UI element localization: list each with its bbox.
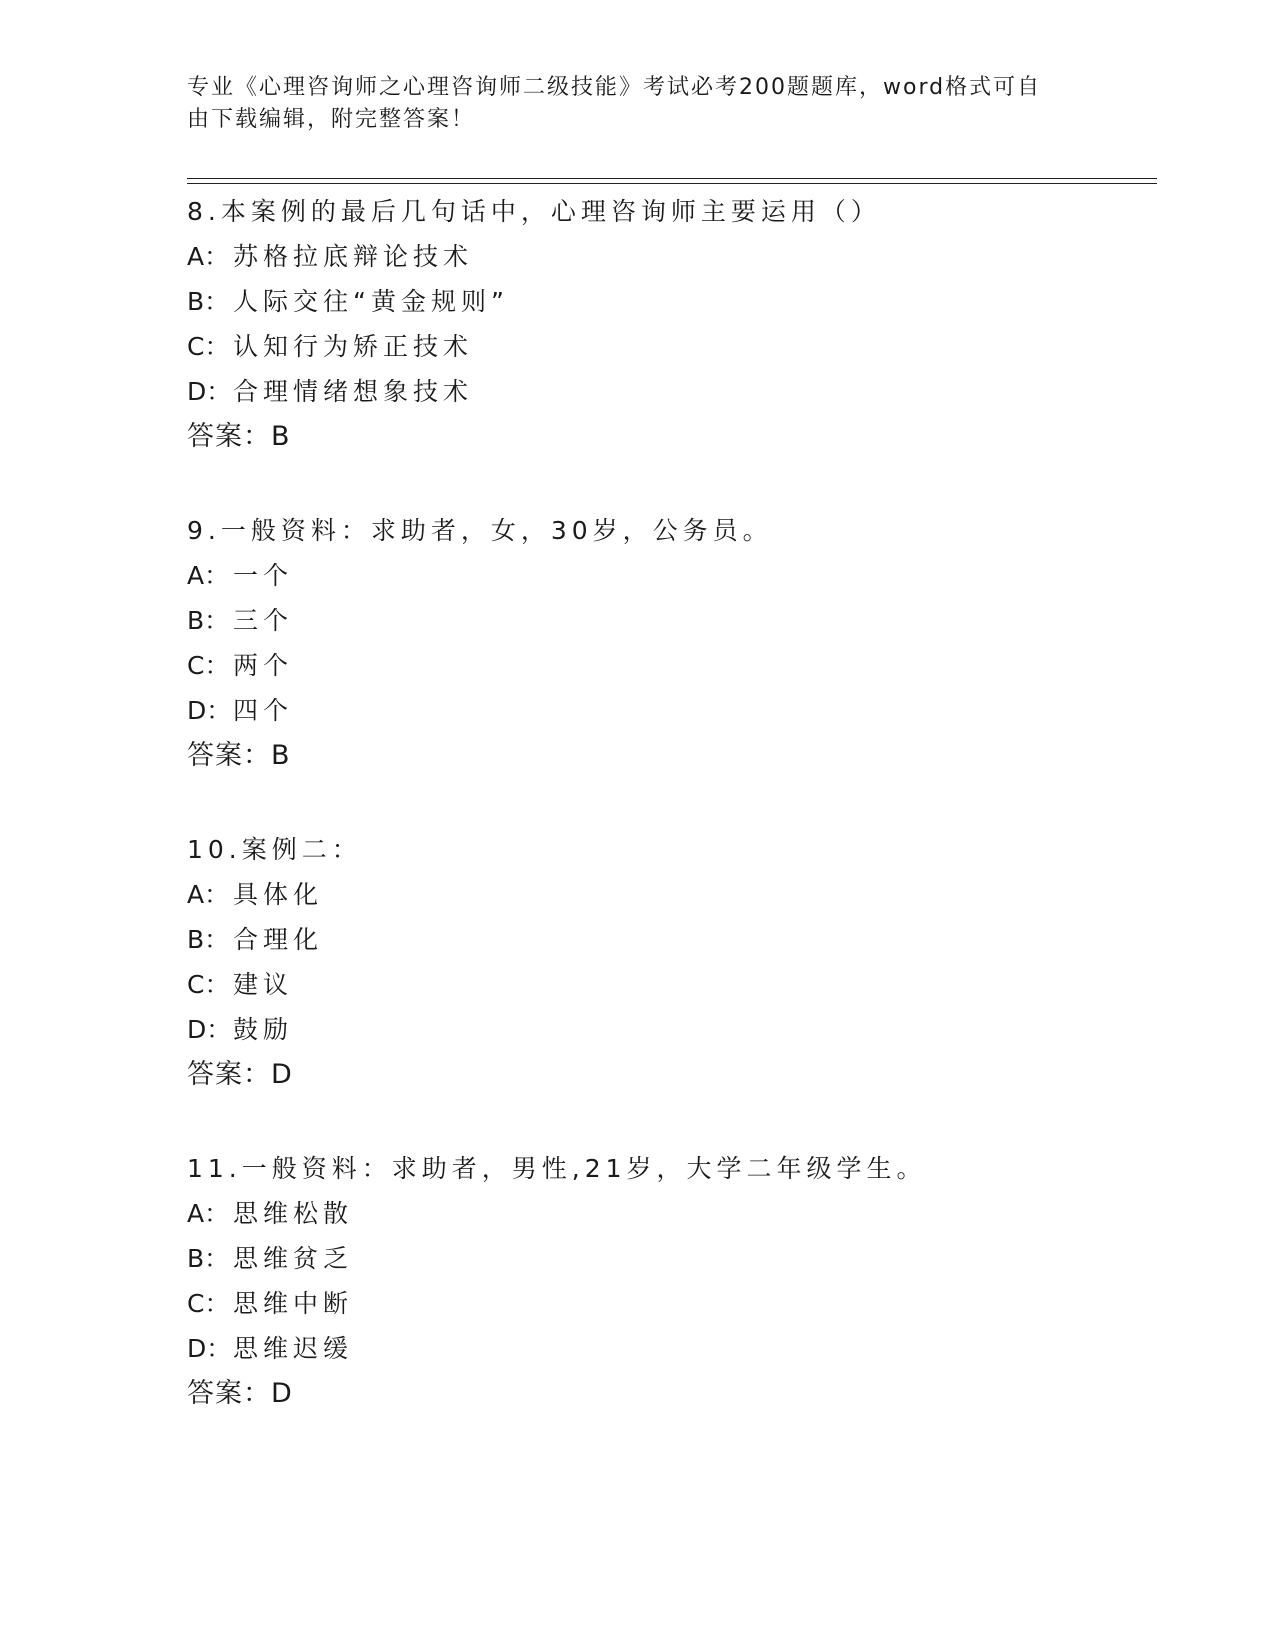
option-d: [187, 369, 1147, 414]
option-c: [187, 1281, 1147, 1326]
option-b: [187, 917, 1147, 962]
option-a: [187, 1191, 1147, 1236]
option-text: 一个: [233, 561, 294, 590]
question-block: [187, 189, 1147, 459]
option-a: [187, 553, 1147, 598]
option-text: 三个: [233, 606, 294, 635]
option-key: B：: [187, 287, 230, 316]
option-text: 建议: [233, 970, 294, 999]
option-key: D：: [187, 1015, 232, 1044]
option-key: C：: [187, 332, 230, 361]
option-c: [187, 962, 1147, 1007]
header-divider-bottom: [187, 183, 1157, 184]
option-b: [187, 1236, 1147, 1281]
question-block: [187, 508, 1147, 778]
option-text: 思维中断: [233, 1289, 354, 1318]
option-key: A：: [187, 880, 230, 909]
option-key: C：: [187, 1289, 230, 1318]
option-text: 四个: [233, 696, 294, 725]
option-b: [187, 279, 1147, 324]
option-text: 合理化: [233, 925, 324, 954]
option-key: B：: [187, 606, 230, 635]
option-key: B：: [187, 1244, 230, 1273]
option-text: 苏格拉底辩论技术: [233, 242, 474, 271]
option-key: D：: [187, 377, 232, 406]
answer-line: 答案：D: [187, 1059, 293, 1090]
option-text: 思维迟缓: [233, 1334, 354, 1363]
option-d: [187, 1326, 1147, 1371]
option-key: A：: [187, 561, 230, 590]
option-text: 认知行为矫正技术: [233, 332, 474, 361]
option-key: D：: [187, 1334, 232, 1363]
option-c: [187, 324, 1147, 369]
option-key: D：: [187, 696, 232, 725]
answer-line: 答案：D: [187, 1378, 293, 1409]
question-stem: 8.本案例的最后几句话中，心理咨询师主要运用（）: [187, 197, 881, 226]
option-text: 鼓励: [233, 1015, 294, 1044]
header-line-1: 专业《心理咨询师之心理咨询师二级技能》考试必考200题题库，word格式可自: [187, 75, 1042, 100]
header-line-2: 由下载编辑，附完整答案！: [187, 107, 476, 132]
document-header: [187, 72, 1067, 136]
question-block: [187, 827, 1147, 1097]
option-c: [187, 643, 1147, 688]
answer-line: 答案：B: [187, 740, 291, 771]
option-key: A：: [187, 242, 230, 271]
option-key: C：: [187, 970, 230, 999]
option-d: [187, 688, 1147, 733]
option-text: 两个: [233, 651, 294, 680]
option-key: C：: [187, 651, 230, 680]
option-text: 合理情绪想象技术: [233, 377, 474, 406]
option-text: 人际交往“黄金规则”: [233, 287, 509, 316]
question-stem: 10.案例二：: [187, 835, 362, 864]
option-text: 思维贫乏: [233, 1244, 354, 1273]
option-key: B：: [187, 925, 230, 954]
header-divider-top: [187, 178, 1157, 179]
answer-line: 答案：B: [187, 421, 291, 452]
option-b: [187, 598, 1147, 643]
option-text: 思维松散: [233, 1199, 354, 1228]
option-text: 具体化: [233, 880, 324, 909]
option-a: [187, 872, 1147, 917]
option-key: A：: [187, 1199, 230, 1228]
question-block: [187, 1146, 1147, 1416]
question-stem: 9.一般资料：求助者，女，30岁，公务员。: [187, 516, 773, 545]
question-stem: 11.一般资料：求助者，男性,21岁，大学二年级学生。: [187, 1154, 927, 1183]
option-d: [187, 1007, 1147, 1052]
option-a: [187, 234, 1147, 279]
